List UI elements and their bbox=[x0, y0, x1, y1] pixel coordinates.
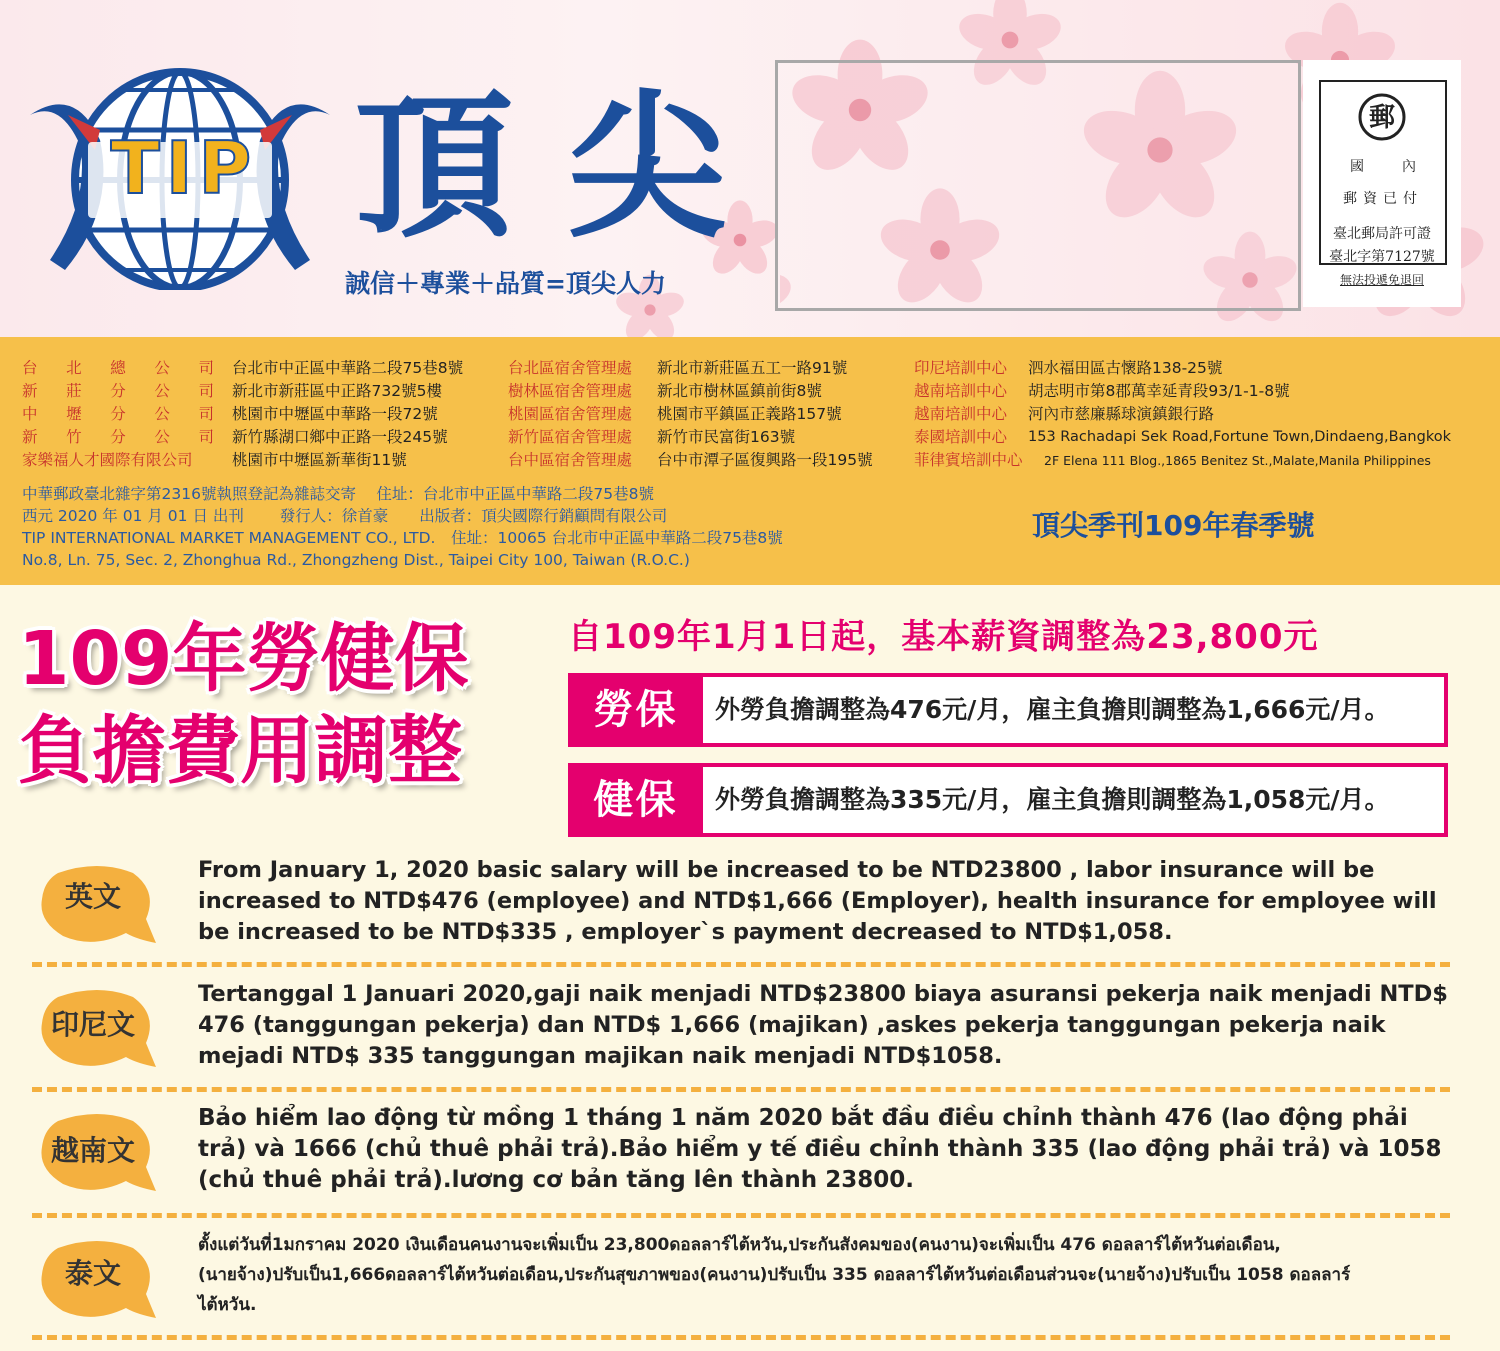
branch-address: 台北市中正區中華路二段75巷8號 bbox=[232, 359, 464, 377]
branch-label: 越南培訓中心 bbox=[914, 382, 1008, 400]
branch-label: 中壢分公司 bbox=[22, 405, 214, 423]
thai-block bbox=[0, 1230, 1500, 1340]
branch-address: 新竹縣湖口鄉中正路一段245號 bbox=[232, 428, 448, 446]
branch-label: 印尼培訓中心 bbox=[914, 359, 1008, 377]
health-insurance-label: 健保 bbox=[593, 777, 678, 823]
branch-row bbox=[0, 449, 1500, 472]
branch-address: 新竹市民富街163號 bbox=[657, 428, 796, 446]
postage-paid-box bbox=[1303, 60, 1461, 307]
lang-label: 英文 bbox=[64, 880, 121, 913]
company-info-band bbox=[0, 337, 1500, 585]
branch-row bbox=[0, 380, 1500, 403]
branch-label: 新莊分公司 bbox=[22, 382, 214, 400]
postage-domestic-a: 國 bbox=[1350, 159, 1364, 175]
branch-label: 新竹區宿舍管理處 bbox=[508, 428, 633, 446]
publication-company-en: TIP INTERNATIONAL MARKET MANAGEMENT CO., LTD. 住址：10065 台北市中正區中華路二段75巷8號 bbox=[22, 529, 783, 547]
branch-label: 台中區宿舍管理處 bbox=[508, 451, 633, 469]
lang-text: From January 1, 2020 basic salary will be increased to be NTD23800 , labor insurance will be increased to NTD$476 (employee) and NTD$1,666 (Employer), health insurance for employee will be increased to be NTD$335 , employer`s payment decreased to NTD$1,058. bbox=[198, 857, 1437, 945]
branch-address: 2F Elena 111 Blog.,1865 Benitez St.,Malate,Manila Philippines bbox=[1044, 453, 1431, 468]
branch-label: 泰國培訓中心 bbox=[914, 428, 1008, 446]
publication-address-en: No.8, Ln. 75, Sec. 2, Zhonghua Rd., Zhongzheng Dist., Taipei City 100, Taiwan (R.O.C.) bbox=[22, 551, 690, 569]
branch-label: 台北總公司 bbox=[22, 359, 214, 377]
branch-label: 新竹分公司 bbox=[22, 428, 214, 446]
labor-insurance-text: 外勞負擔調整為476元/月，雇主負擔則調整為1,666元/月。 bbox=[703, 677, 1444, 743]
branch-row bbox=[0, 426, 1500, 449]
branch-address: 桃園市平鎮區正義路157號 bbox=[657, 405, 842, 423]
brand-title: 頂尖 bbox=[355, 75, 781, 260]
issue-title: 頂尖季刊109年春季號 bbox=[1032, 509, 1315, 542]
headline-line-2: 負擔費用調整 bbox=[18, 708, 462, 794]
logo-text: TIP bbox=[110, 126, 258, 210]
branch-label: 菲律賓培訓中心 bbox=[914, 451, 1023, 469]
article-section bbox=[0, 585, 1500, 1351]
post-emblem-glyph: 郵 bbox=[1368, 103, 1396, 133]
publication-date-publisher: 西元 2020 年 01 月 01 日 出刊 發行人：徐首豪 出版者：頂尖國際行銷顧問有限公司 bbox=[22, 507, 668, 525]
address-window bbox=[775, 60, 1301, 311]
branch-address: 台中市潭子區復興路一段195號 bbox=[657, 451, 873, 469]
health-insurance-text: 外勞負擔調整為335元/月，雇主負擔則調整為1,058元/月。 bbox=[703, 767, 1444, 833]
branch-address: 河內市慈廉縣球演鎮銀行路 bbox=[1028, 405, 1215, 423]
lang-text: Bảo hiểm lao động từ mồng 1 tháng 1 năm 2020 bắt đầu điều chỉnh thành 476 (lao động phải trả) và 1666 (chủ thuê phải trả).Bảo hiểm y tế điều chỉnh thành 335 (lao động phải trả) và 1058 (chủ thuê phải trả).lương cơ bản tăng lên thành 23800. bbox=[198, 1105, 1442, 1193]
branch-address: 胡志明市第8郡萬幸延青段93/1-1-8號 bbox=[1028, 382, 1290, 400]
lang-text: Tertanggal 1 Januari 2020,gaji naik menjadi NTD$23800 biaya asuransi pekerja naik menjadi NTD$ 476 (tanggungan pekerja) dan NTD$ 1,666 (majikan) ,askes pekerja tanggungan pekerja naik mejadi NTD$ 335 tanggungan majikan naik menjadi NTD$1058. bbox=[198, 981, 1448, 1069]
branch-label: 桃園區宿舍管理處 bbox=[508, 405, 633, 423]
permit-line-1: 臺北郵局許可證 bbox=[1333, 226, 1431, 242]
lang-text: ตั้งแต่วันที่1มกราคม 2020 เงินเดือนคนงานจะเพิ่มเป็น 23,800ดอลลาร์ไต้หวัน,ประกันสังคมของ(คนงาน)จะเพิ่มเป็น 476 ดอลลาร์ไต้หวันต่อเดือน,(นายจ้าง)ปรับเป็น1,666ดอลลาร์ไต้หวันต่อเดือน,ประกันสุขภาพของ(คนงาน)ปรับเป็น 335 ดอลลาร์ไต้หวันต่อเดือนส่วนจะ(นายจ้าง)ปรับเป็น 1058 ดอลลาร์ ไต้หวัน. bbox=[198, 1235, 1351, 1315]
lang-label: 印尼文 bbox=[50, 1008, 135, 1041]
postage-domestic-b: 內 bbox=[1402, 159, 1416, 175]
dashed-divider bbox=[32, 1213, 1450, 1218]
branch-address: 新北市樹林區鎮前街8號 bbox=[657, 382, 822, 400]
postage-domestic bbox=[1321, 158, 1445, 176]
indonesian-block bbox=[0, 979, 1500, 1089]
branch-label: 樹林區宿舍管理處 bbox=[508, 382, 633, 400]
branch-address: 桃園市中壢區中華路一段72號 bbox=[232, 405, 438, 423]
branch-address: 153 Rachadapi Sek Road,Fortune Town,Dindaeng,Bangkok bbox=[1028, 429, 1451, 445]
branch-address: 泗水福田區古懷路138-25號 bbox=[1028, 359, 1223, 377]
dashed-divider bbox=[32, 1087, 1450, 1092]
dashed-divider bbox=[32, 962, 1450, 967]
dashed-divider bbox=[32, 1335, 1450, 1340]
vietnamese-block bbox=[0, 1103, 1500, 1213]
publication-registration: 中華郵政臺北雜字第2316號執照登記為雜誌交寄 住址：台北市中正區中華路二段75巷8號 bbox=[22, 485, 654, 503]
health-insurance-row bbox=[568, 763, 1448, 837]
labor-insurance-row bbox=[568, 673, 1448, 747]
lang-label: 越南文 bbox=[50, 1134, 135, 1167]
post-emblem-icon bbox=[1357, 92, 1407, 142]
postage-paid: 郵資已付 bbox=[1343, 191, 1423, 207]
branch-label: 家樂福人才國際有限公司 bbox=[22, 451, 193, 469]
article-headline bbox=[18, 613, 468, 797]
return-note: 無法投遞免退回 bbox=[1339, 273, 1424, 287]
branch-address: 新北市新莊區五工一路91號 bbox=[657, 359, 848, 377]
permit-line-2: 臺北字第7127號 bbox=[1329, 249, 1435, 265]
branch-address: 新北市新莊區中正路732號5樓 bbox=[232, 382, 442, 400]
english-block bbox=[0, 855, 1500, 965]
branch-label: 越南培訓中心 bbox=[914, 405, 1008, 423]
branch-row bbox=[0, 357, 1500, 380]
branch-label: 台北區宿舍管理處 bbox=[508, 359, 633, 377]
slogan: 誠信＋專業＋品質=頂尖人力 bbox=[345, 269, 666, 298]
branch-row bbox=[0, 403, 1500, 426]
branch-address: 桃園市中壢區新華街11號 bbox=[232, 451, 407, 469]
article-subtitle: 自109年1月1日起，基本薪資調整為23,800元 bbox=[568, 617, 1319, 657]
labor-insurance-label: 勞保 bbox=[593, 687, 678, 733]
lang-label: 泰文 bbox=[64, 1257, 121, 1290]
headline-line-1: 109年勞健保 bbox=[18, 616, 469, 702]
masthead bbox=[0, 0, 1500, 337]
